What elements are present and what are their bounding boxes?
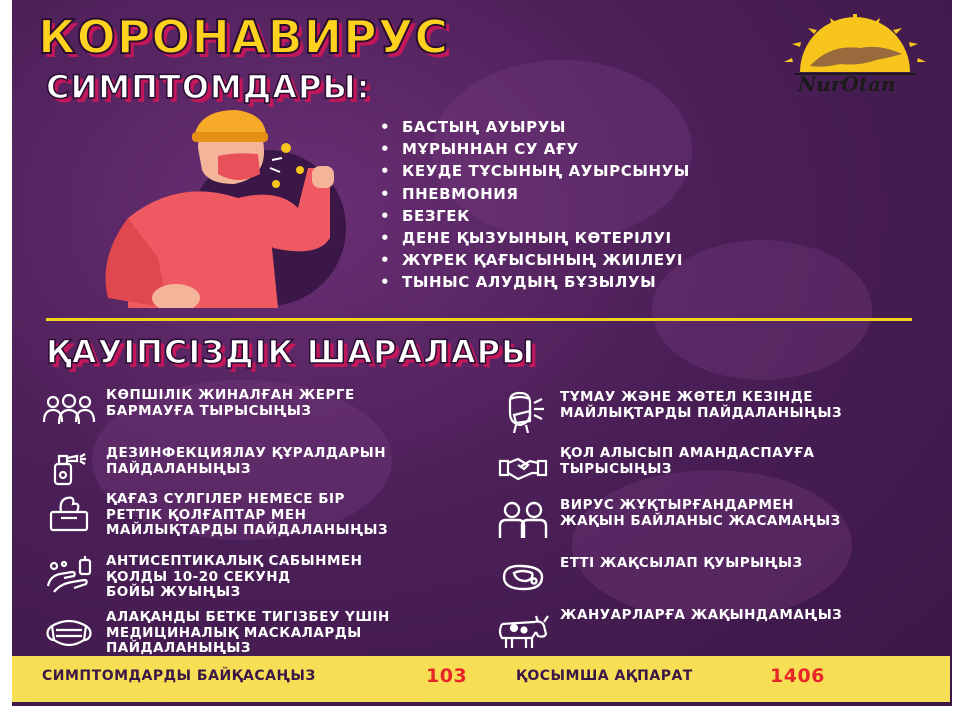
meat-icon xyxy=(494,556,552,600)
bullet: • xyxy=(380,251,391,270)
symptom-item xyxy=(380,271,690,293)
people-contact-icon xyxy=(494,498,552,542)
symptom-label: БЕЗГЕК xyxy=(402,206,471,225)
measure-medical-masks xyxy=(40,610,390,657)
measure-tissues-gloves xyxy=(40,492,388,539)
face-mask-icon xyxy=(40,610,98,654)
symptom-item xyxy=(380,227,690,249)
measure-text: ТҰМАУ ЖӘНЕ ЖӨТЕЛ КЕЗІНДЕ МАЙЛЫҚТАРДЫ ПАЙДАЛАНЫҢЫЗ xyxy=(560,389,843,421)
hand-wash-icon xyxy=(40,554,98,598)
symptom-label: КЕУДЕ ТҰСЫНЫҢ АУЫРСЫНУЫ xyxy=(402,162,690,181)
symptom-label: ТЫНЫС АЛУДЫҢ БҰЗЫЛУЫ xyxy=(402,273,657,292)
handshake-icon xyxy=(494,446,552,490)
symptom-label: МҰРЫННАН СУ АҒУ xyxy=(402,140,579,159)
symptom-label: БАСТЫҢ АУЫРУЫ xyxy=(402,118,567,136)
safety-measures-heading: ҚАУІПСІЗДІК ШАРАЛАРЫ xyxy=(46,333,536,371)
footer-bar xyxy=(12,656,950,702)
bullet: • xyxy=(380,118,391,136)
bullet: • xyxy=(380,184,391,203)
symptom-item xyxy=(380,160,690,182)
measure-avoid-contact xyxy=(494,498,841,542)
symptoms-heading: СИМПТОМДАРЫ: xyxy=(46,68,371,106)
footer-info-label: ҚОСЫМША АҚПАРАТ xyxy=(516,668,693,684)
measure-text: ЖАНУАРЛАРҒА ЖАҚЫНДАМАҢЫЗ xyxy=(560,607,843,623)
measure-avoid-animals xyxy=(494,608,842,652)
symptom-item xyxy=(380,205,690,227)
coughing-person-illustration xyxy=(68,108,358,308)
bullet: • xyxy=(380,228,391,247)
symptom-label: ЖҮРЕК ҚАҒЫСЫНЫҢ ЖИІЛЕУІ xyxy=(402,251,684,270)
poster-title: КОРОНАВИРУС xyxy=(38,10,450,64)
measure-text: ҚОЛ АЛЫСЫП АМАНДАСПАУҒА ТЫРЫСЫҢЫЗ xyxy=(560,445,815,477)
measure-cough-etiquette xyxy=(494,390,842,434)
logo-text: NurOtan xyxy=(798,72,896,96)
symptom-item xyxy=(380,249,690,271)
measure-hand-wash xyxy=(40,554,362,601)
measure-text: КӨПШІЛІК ЖИНАЛҒАН ЖЕРГЕ БАРМАУҒА ТЫРЫСЫҢЫЗ xyxy=(106,387,355,419)
cough-icon xyxy=(494,390,552,434)
footer-symptoms-number[interactable]: 103 xyxy=(426,665,468,687)
bullet: • xyxy=(380,206,391,225)
symptom-label: ДЕНЕ ҚЫЗУЫНЫҢ КӨТЕРІЛУІ xyxy=(402,228,672,247)
section-divider xyxy=(46,318,912,321)
measure-disinfectants xyxy=(40,446,386,490)
measure-text: ЕТТІ ЖАҚСЫЛАП ҚУЫРЫҢЫЗ xyxy=(560,555,803,571)
sanitizer-icon xyxy=(40,446,98,490)
measure-avoid-crowds xyxy=(40,388,355,432)
bullet: • xyxy=(380,273,391,292)
bullet: • xyxy=(380,162,391,181)
measure-cook-meat xyxy=(494,556,803,600)
symptom-item xyxy=(380,138,690,160)
tissue-box-icon xyxy=(40,492,98,536)
measure-text: АНТИСЕПТИКАЛЫҚ САБЫНМЕН ҚОЛДЫ 10-20 СЕКУНД БОЙЫ ЖУЫҢЫЗ xyxy=(106,553,363,600)
footer-info-number[interactable]: 1406 xyxy=(770,665,825,687)
poster xyxy=(12,0,952,706)
symptom-item xyxy=(380,183,690,205)
measure-text: ВИРУС ЖҰҚТЫРҒАНДАРМЕН ЖАҚЫН БАЙЛАНЫС ЖАСАМАҢЫЗ xyxy=(560,497,841,529)
measure-text: АЛАҚАНДЫ БЕТКЕ ТИГІЗБЕУ ҮШІН МЕДИЦИНАЛЫҚ МАСКАЛАРДЫ ПАЙДАЛАНЫҢЫЗ xyxy=(106,609,390,656)
measure-no-handshake xyxy=(494,446,815,490)
symptoms-list xyxy=(380,116,690,294)
crowd-icon xyxy=(40,388,98,432)
measure-text: ДЕЗИНФЕКЦИЯЛАУ ҚҰРАЛДАРЫН ПАЙДАЛАНЫҢЫЗ xyxy=(106,445,387,477)
symptom-item xyxy=(380,116,690,138)
bullet: • xyxy=(380,140,391,159)
footer-symptoms-label: СИМПТОМДАРДЫ БАЙҚАСАҢЫЗ xyxy=(42,668,316,684)
cow-icon xyxy=(494,608,552,652)
measure-text: ҚАҒАЗ СҮЛГІЛЕР НЕМЕСЕ БІР РЕТТІК ҚОЛҒАПТАР МЕН МАЙЛЫҚТАРДЫ ПАЙДАЛАНЫҢЫЗ xyxy=(106,491,389,538)
symptom-label: ПНЕВМОНИЯ xyxy=(402,184,519,203)
